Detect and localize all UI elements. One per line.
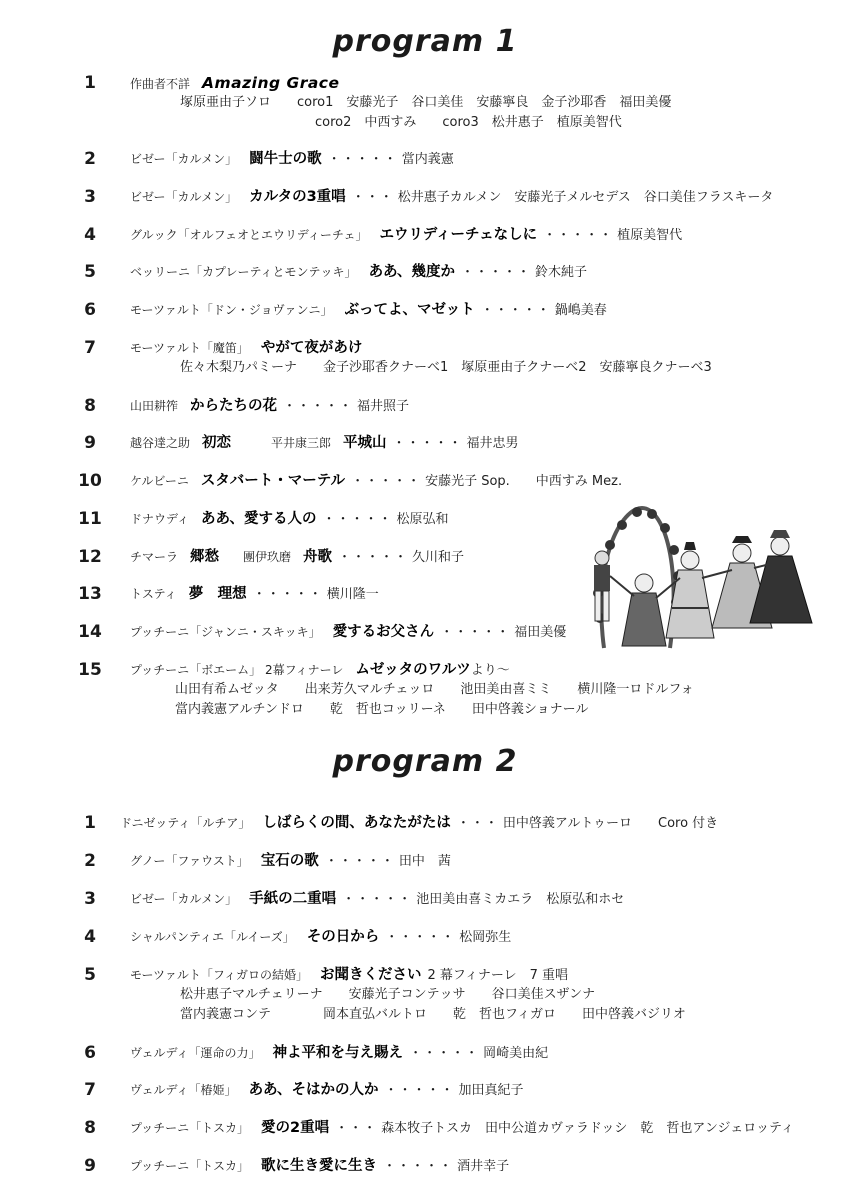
song-title: 宝石の歌 (260, 853, 319, 869)
composer: ビゼー「カルメン」 (130, 190, 238, 204)
song-title: ムゼッタのワルツ (355, 662, 471, 678)
list-item (0, 1115, 850, 1141)
list-item (0, 259, 850, 285)
item-number: 14 (78, 622, 102, 642)
leader-dots: ・・・・・ (440, 625, 511, 640)
program2-title: program 2 (332, 744, 518, 779)
leader-dots: ・・・・・ (327, 152, 398, 167)
performer-line: 松井惠子マルチェリーナ 安藤光子コンテッサ 谷口美佳スザンナ (180, 987, 596, 1002)
performer: 松井惠子カルメン 安藤光子メルセデス 谷口美佳フラスキータ (397, 190, 774, 205)
performer: 安藤光子 Sop. 中西すみ Mez. (425, 474, 623, 489)
item-number: 9 (84, 1156, 96, 1176)
leader-dots: ・・・・・ (480, 303, 551, 318)
song-title: 平城山 (343, 435, 387, 451)
song-title: 初恋 (202, 435, 232, 451)
leader-dots: ・・・・・ (543, 228, 614, 243)
leader-dots: ・・・・・ (324, 854, 395, 869)
item-number: 2 (84, 149, 96, 169)
song-title: Amazing Grace (202, 74, 340, 92)
leader-dots: ・・・ (456, 816, 499, 831)
performer: 岡崎美由紀 (483, 1046, 549, 1061)
list-item (0, 886, 850, 912)
leader-dots: ・・・・・ (409, 1046, 480, 1061)
list-item (0, 924, 850, 950)
song-title: やがて夜があけ (260, 340, 363, 356)
composer: ヴェルディ「運命の力」 (130, 1046, 261, 1060)
song-title: 愛するお父さん (332, 624, 435, 640)
list-item (0, 468, 850, 494)
list-item (0, 810, 850, 836)
item-number: 9 (84, 433, 96, 453)
leader-dots: ・・・・・ (283, 399, 354, 414)
composer: 作曲者不詳 (130, 77, 191, 91)
composer: モーツァルト「フィガロの結婚」 (130, 968, 308, 982)
performer: 池田美由喜ミカエラ 松原弘和ホセ (416, 892, 625, 907)
leader-dots: ・・・・・ (338, 550, 409, 565)
item-number: 12 (78, 547, 102, 567)
performer: 酒井幸子 (457, 1159, 510, 1174)
leader-dots: ・・・・・ (392, 436, 463, 451)
composer: プッチーニ「トスカ」 (130, 1121, 250, 1135)
performer: 松原弘和 (396, 512, 449, 527)
item-number: 1 (84, 813, 96, 833)
item-number: 5 (84, 262, 96, 282)
performer-line: 當内義憲アルチンドロ 乾 哲也コッリーネ 田中啓義ショナール (175, 702, 589, 717)
performer: 田中 茜 (398, 854, 451, 869)
item-number: 4 (84, 927, 96, 947)
composer: モーツァルト「ドン・ジョヴァンニ」 (130, 303, 333, 317)
list-item (0, 297, 850, 323)
song-title: しばらくの間、あなたがたは (262, 815, 451, 831)
composer: トスティ (130, 587, 177, 601)
composer: ビゼー「カルメン」 (130, 892, 238, 906)
composer: 越谷達之助 (130, 436, 191, 450)
composer: ベッリーニ「カプレーティとモンテッキ」 (130, 265, 357, 279)
item-number: 3 (84, 187, 96, 207)
program1-title: program 1 (332, 24, 518, 59)
song-title: 歌に生き愛に生き (261, 1158, 378, 1174)
composer: 團伊玖磨 (243, 550, 292, 564)
leader-dots: ・・・・・ (252, 587, 323, 602)
song-title: スタバート・マーテル (200, 473, 346, 489)
performer: 福井忠男 (466, 436, 519, 451)
performer: 2 幕フィナーレ 7 重唱 (427, 968, 568, 983)
item-number: 4 (84, 225, 96, 245)
performer-line: 當内義憲コンテ 岡本直弘バルトロ 乾 哲也フィガロ 田中啓義バジリオ (180, 1007, 686, 1022)
performer: 松岡弥生 (459, 930, 512, 945)
item-number: 10 (78, 471, 102, 491)
item-number: 2 (84, 851, 96, 871)
composer: 山田耕筰 (130, 399, 179, 413)
item-number: 6 (84, 1043, 96, 1063)
song-title: 舟歌 (303, 549, 333, 565)
performer-line: 佐々木梨乃パミーナ 金子沙耶香クナーベ1 塚原亜由子クナーベ2 安藤寧良クナーベ3 (180, 360, 712, 375)
performer: 久川和子 (412, 550, 465, 565)
composer: モーツァルト「魔笛」 (130, 341, 249, 355)
item-number: 8 (84, 396, 96, 416)
song-title: 神よ平和を与え賜え (272, 1045, 404, 1061)
composer: 平井康三郎 (271, 436, 332, 450)
song-title: お聞きください (319, 967, 422, 983)
performer-line: 山田有希ムゼッタ 出来芳久マルチェッロ 池田美由喜ミミ 横川隆一ロドルフォ (175, 682, 694, 697)
composer: チマーラ (130, 550, 179, 564)
list-item (0, 222, 850, 248)
song-title: 手紙の二重唱 (249, 891, 337, 907)
performer: 福井照子 (357, 399, 410, 414)
leader-dots: ・・・ (335, 1121, 378, 1136)
dancing-children-illustration (582, 498, 814, 678)
list-item (0, 393, 850, 419)
song-title: ああ、幾度か (368, 264, 455, 280)
song-title: カルタの3重唱 (249, 189, 346, 205)
performer: 福田美優 (514, 625, 567, 640)
performer-line: 塚原亜由子ソロ coro1 安藤光子 谷口美佳 安藤寧良 金子沙耶香 福田美優 (180, 95, 672, 110)
item-number: 15 (78, 660, 102, 680)
performer: 田中啓義アルトゥーロ Coro 付き (502, 816, 719, 831)
composer: プッチーニ「トスカ」 (130, 1159, 250, 1173)
dancing-children-icon (582, 498, 814, 678)
performer: 鍋嶋美春 (554, 303, 607, 318)
song-title: ああ、そはかの人か (248, 1082, 379, 1098)
list-item (0, 1040, 850, 1066)
item-number: 6 (84, 300, 96, 320)
song-title: その日から (306, 929, 380, 945)
composer: ケルビーニ (130, 474, 189, 488)
composer: プッチーニ「ジャンニ・スキッキ」 (130, 625, 321, 639)
performer: 横川隆一 (326, 587, 379, 602)
song-title: 郷愁 (190, 549, 220, 565)
list-item (0, 1153, 850, 1179)
song-title: ぶってよ、マゼット (344, 302, 475, 318)
song-title: ああ、愛する人の (201, 511, 317, 527)
composer: ドニゼッティ「ルチア」 (120, 816, 251, 830)
composer: グノー「ファウスト」 (130, 854, 249, 868)
composer: ドナウディ (130, 512, 190, 526)
performer: 森本牧子トスカ 田中公道カヴァラドッシ 乾 哲也アンジェロッティ (381, 1121, 794, 1136)
item-number: 7 (84, 338, 96, 358)
item-number: 7 (84, 1080, 96, 1100)
leader-dots: ・・・ (351, 190, 394, 205)
leader-dots: ・・・・・ (383, 1159, 454, 1174)
composer: ヴェルディ「椿姫」 (130, 1083, 237, 1097)
item-number: 1 (84, 73, 96, 93)
list-item (0, 848, 850, 874)
leader-dots: ・・・・・ (322, 512, 393, 527)
item-number: 11 (78, 509, 102, 529)
list-item (0, 1077, 850, 1103)
leader-dots: ・・・・・ (342, 892, 413, 907)
composer: ビゼー「カルメン」 (130, 152, 238, 166)
performer: 鈴木純子 (535, 265, 588, 280)
song-title: からたちの花 (190, 398, 278, 414)
performer: 當内義憲 (401, 152, 454, 167)
performer: 植原美智代 (617, 228, 683, 243)
item-number: 13 (78, 584, 102, 604)
song-title: 夢 理想 (188, 586, 247, 602)
performer: より～ (470, 663, 510, 678)
leader-dots: ・・・・・ (384, 1083, 455, 1098)
leader-dots: ・・・・・ (460, 265, 531, 280)
song-title: エウリディーチェなしに (379, 227, 538, 243)
item-number: 3 (84, 889, 96, 909)
leader-dots: ・・・・・ (351, 474, 422, 489)
list-item (0, 430, 850, 456)
item-number: 8 (84, 1118, 96, 1138)
song-title: 愛の2重唱 (261, 1120, 330, 1136)
item-number: 5 (84, 965, 96, 985)
composer: グルック「オルフェオとエウリディーチェ」 (130, 228, 368, 242)
leader-dots: ・・・・・ (385, 930, 456, 945)
composer: シャルパンティエ「ルイーズ」 (130, 930, 295, 944)
song-title: 闘牛士の歌 (249, 151, 322, 167)
performer-line: coro2 中西すみ coro3 松井惠子 植原美智代 (315, 115, 622, 130)
performer: 加田真紀子 (458, 1083, 524, 1098)
list-item (0, 146, 850, 172)
list-item (0, 184, 850, 210)
composer: プッチーニ「ボエーム」 2幕フィナーレ (130, 663, 344, 677)
